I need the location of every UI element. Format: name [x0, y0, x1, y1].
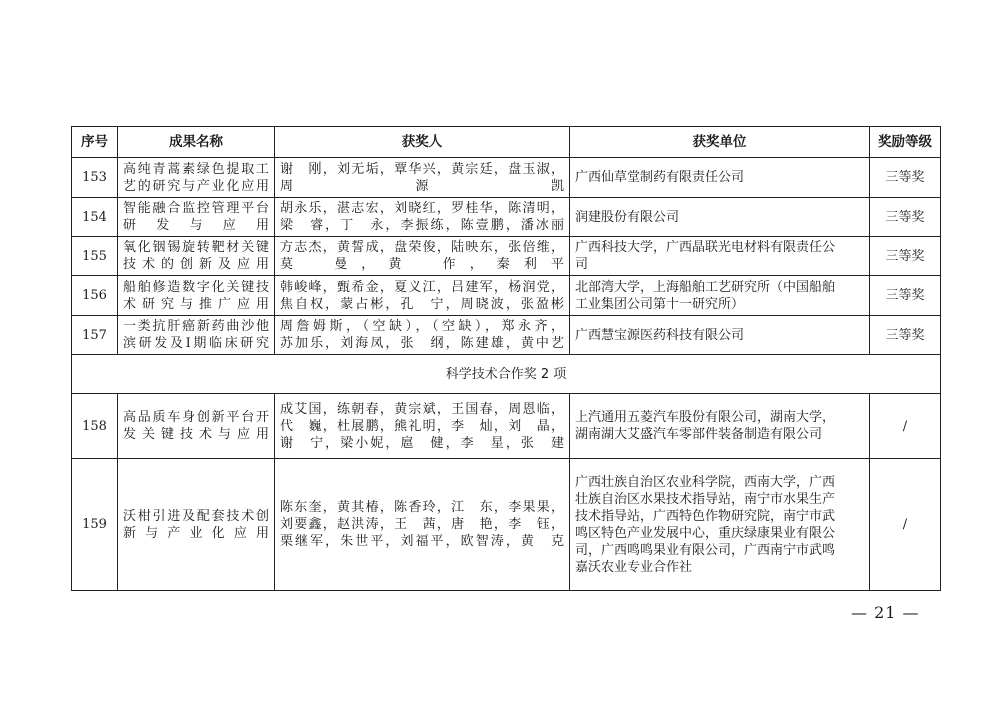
- winning-unit-line: 工业集团公司第十一研究所）: [575, 296, 745, 312]
- achievement-name: [118, 237, 275, 276]
- achievement-name-line: 术研究与推广应用: [123, 296, 269, 312]
- award-grade: 三等奖: [870, 276, 941, 316]
- award-grade: 三等奖: [870, 198, 941, 237]
- winning-unit: [570, 276, 870, 316]
- page-number: — 21 —: [851, 603, 920, 622]
- winning-unit-line: 广西慧宝源医药科技有限公司: [575, 327, 745, 343]
- achievement-name-line: 氧化铟锡旋转靶材关键: [123, 240, 269, 255]
- achievement-name: [118, 316, 275, 355]
- winning-unit-line: 广西壮族自治区农业科学院，西南大学，广西: [575, 474, 836, 490]
- winning-unit-line: 北部湾大学，上海船舶工艺研究所（中国船舶: [575, 279, 836, 295]
- winners-line: 韩峻峰，甄希金，夏义江，吕建军，杨润党，: [280, 279, 564, 295]
- achievement-name-line: 艺的研究与产业化应用: [123, 178, 269, 194]
- winning-unit-line: 润建股份有限公司: [575, 209, 680, 225]
- winning-unit: [570, 158, 870, 198]
- winners-line: 苏加乐，刘海凤，张 纲，陈建雄，黄中艺: [280, 336, 564, 351]
- table-row: [72, 158, 941, 198]
- award-grade: 三等奖: [870, 237, 941, 276]
- winning-unit-line: 壮族自治区水果技术指导站，南宁市水果生产: [575, 491, 836, 507]
- achievement-name-line: 技术的创新及应用: [123, 257, 269, 272]
- winning-unit-line: 广西科技大学，广西晶联光电材料有限责任公: [575, 240, 836, 255]
- achievement-name-line: 发关键技术与应用: [123, 427, 269, 442]
- winners: [275, 158, 570, 198]
- winners-line: 代 巍，杜展鹏，熊礼明，李 灿，刘 晶，: [280, 418, 564, 434]
- row-number: 156: [72, 276, 118, 316]
- winning-unit-line: 司: [575, 257, 589, 272]
- achievement-name-line: 船舶修造数字化关键技: [123, 279, 269, 295]
- row-number: 159: [72, 459, 118, 591]
- table-body-top: [72, 158, 941, 355]
- section-row-group: [72, 355, 941, 394]
- award-grade: /: [870, 459, 941, 591]
- winners: [275, 276, 570, 316]
- winners-line: 胡永乐，湛志宏，刘晓红，罗桂华，陈清明，: [280, 201, 564, 216]
- header-num: 序号: [72, 127, 118, 158]
- header-grade: 奖励等级: [870, 127, 941, 158]
- row-number: 157: [72, 316, 118, 355]
- winners-line: 成艾国，练朝春，黄宗斌，王国春，周恩临，: [280, 401, 564, 417]
- winners-line: 栗继军，朱世平，刘福平，欧智涛，黄 克: [280, 534, 564, 549]
- section-title: 科学技术合作奖 2 项: [72, 355, 941, 394]
- award-grade: 三等奖: [870, 316, 941, 355]
- winning-unit-line: 嘉沃农业专业合作社: [575, 559, 693, 575]
- award-grade: 三等奖: [870, 158, 941, 198]
- winners: [275, 198, 570, 237]
- row-number: 153: [72, 158, 118, 198]
- winning-unit: [570, 394, 870, 459]
- winners-line: 方志杰，黄誓成，盘荣俊，陆映东，张倍维，: [280, 240, 564, 255]
- achievement-name: [118, 276, 275, 316]
- header-people: 获奖人: [275, 127, 570, 158]
- winners-line: 周源凯: [280, 178, 564, 194]
- achievement-name: [118, 198, 275, 237]
- row-number: 155: [72, 237, 118, 276]
- winners: [275, 394, 570, 459]
- table-row: [72, 459, 941, 591]
- achievement-name: [118, 459, 275, 591]
- achievement-name: [118, 158, 275, 198]
- awards-table: [71, 126, 941, 591]
- row-number: 154: [72, 198, 118, 237]
- table-header-row: [72, 127, 941, 158]
- row-number: 158: [72, 394, 118, 459]
- achievement-name-line: 智能融合监控管理平台: [123, 201, 269, 216]
- winners-line: 陈东奎，黄其椿，陈香玲，江 东，李果果，: [280, 500, 564, 515]
- winning-unit-line: 技术指导站，广西特色作物研究院，南宁市武: [575, 508, 836, 524]
- table-row: [72, 237, 941, 276]
- winning-unit: [570, 459, 870, 591]
- winners: [275, 459, 570, 591]
- winning-unit: [570, 237, 870, 276]
- winners: [275, 237, 570, 276]
- winning-unit-line: 司，广西鸣鸣果业有限公司，广西南宁市武鸣: [575, 542, 836, 558]
- achievement-name-line: 新与产业化应用: [123, 525, 269, 541]
- achievement-name-line: 一类抗肝癌新药曲沙他: [123, 319, 269, 334]
- winning-unit-line: 上汽通用五菱汽车股份有限公司，湖南大学，: [575, 410, 836, 425]
- table-row: [72, 394, 941, 459]
- achievement-name: [118, 394, 275, 459]
- winners-line: 焦自权，蒙占彬，孔 宁，周晓波，张盈彬: [280, 296, 564, 312]
- achievement-name-line: 高纯青蒿素绿色提取工: [123, 161, 269, 177]
- achievement-name-line: 滨研发及Ⅰ期临床研究: [123, 336, 269, 351]
- winners-line: 梁 睿，丁 永，李振练，陈壹鹏，潘冰丽: [280, 218, 564, 233]
- winning-unit-line: 湖南湖大艾盛汽车零部件装备制造有限公司: [575, 427, 823, 442]
- header-name: 成果名称: [118, 127, 275, 158]
- section-row: [72, 355, 941, 394]
- table-row: [72, 316, 941, 355]
- award-grade: /: [870, 394, 941, 459]
- winners-line: 莫 曼，黄 作，秦利平: [280, 257, 564, 272]
- table-row: [72, 276, 941, 316]
- achievement-name-line: 高品质车身创新平台开: [123, 410, 269, 425]
- table-body-bottom: [72, 394, 941, 591]
- winning-unit: [570, 316, 870, 355]
- winning-unit-line: 鸣区特色产业发展中心，重庆绿康果业有限公: [575, 525, 836, 541]
- achievement-name-line: 沃柑引进及配套技术创: [123, 508, 269, 524]
- winners: [275, 316, 570, 355]
- winners-line: 刘要鑫，赵洪涛，王 茜，唐 艳，李 钰，: [280, 517, 564, 532]
- winning-unit-line: 广西仙草堂制药有限责任公司: [575, 170, 745, 185]
- winners-line: 周詹姆斯，（空缺），（空缺），郑永齐，: [280, 319, 564, 334]
- winners-line: 谢 刚，刘无垢，覃华兴，黄宗廷，盘玉淑，: [280, 161, 564, 177]
- header-unit: 获奖单位: [570, 127, 870, 158]
- winners-line: 谢 宁，梁小妮，扈 健，李 星，张 建: [280, 435, 564, 451]
- achievement-name-line: 研发与应用: [123, 218, 269, 233]
- table-row: [72, 198, 941, 237]
- winning-unit: [570, 198, 870, 237]
